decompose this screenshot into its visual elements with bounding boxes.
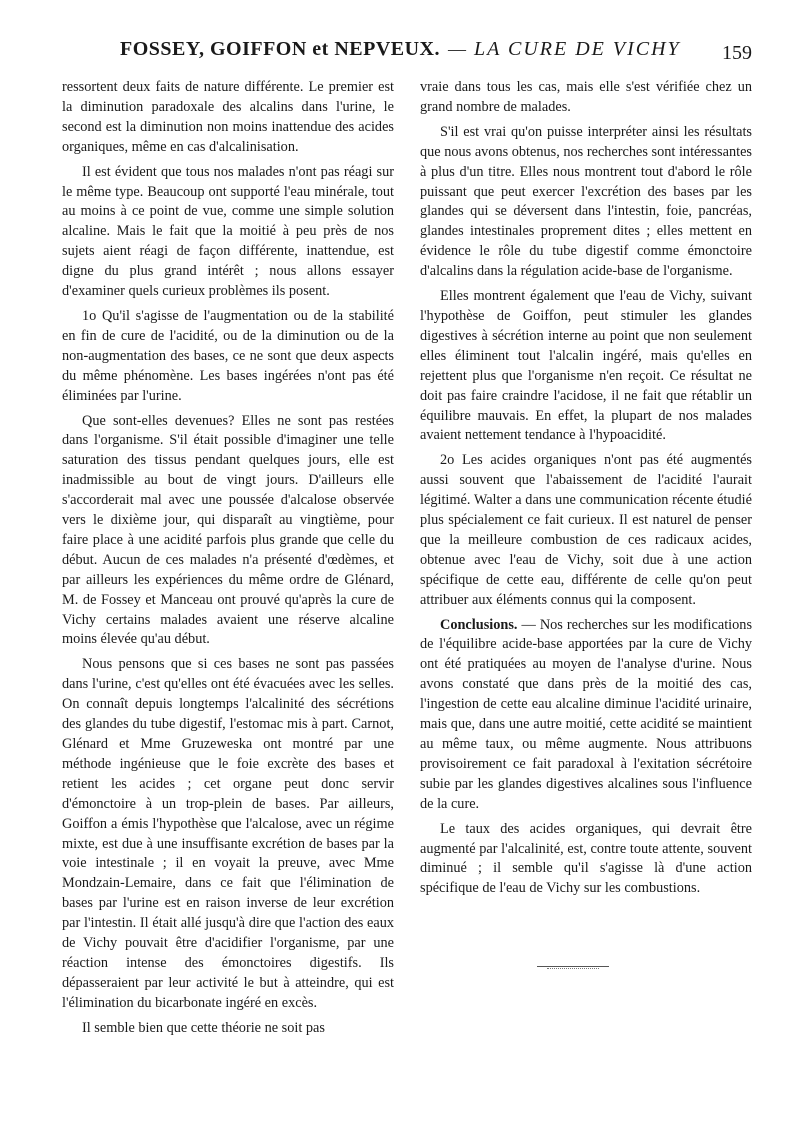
paragraph: Le taux des acides organiques, qui devrait être augmenté par l'alcalinité, est, contre toute attente, souvent diminué ; il semble qu'il s'agisse là d'une action spécifique de l'eau de Vichy sur les combustions. [420,820,752,897]
paragraph: 2o Les acides organiques n'ont pas été augmentés aussi souvent que l'abaissement de l'acidité l'aurait légitimé. Walter a dans une communication récente étudié plus spécialement ce fait curieux. Il est naturel de penser que la meilleure combustion de ces radicaux acides, obtenue avec l'eau de Vichy, soit due à une action spécifique de cette eau, différente de celle qu'on peut attribuer aux éléments connus qui la composent. [420,452,752,608]
left-column [62,78,394,1044]
conclusions-heading: Conclusions. [440,616,518,633]
conclusions-paragraph [420,616,752,815]
running-header [60,38,752,78]
header-separator: — [448,39,467,59]
paragraph: 1o Qu'il s'agisse de l'augmentation ou de la stabilité en fin de cure de l'acidité, ou de la diminution ou de la non-augmentation des bases, ce ne sont que deux aspects du même phénomène. Les bases ingérées n'ont pas été éliminées par l'urine. [62,307,394,404]
end-divider [537,966,609,967]
header-title: LA CURE DE VICHY [474,38,681,60]
conclusions-dash: — [521,616,536,633]
paragraph: Que sont-elles devenues? Elles ne sont pas restées dans l'organisme. S'il était possible d'imaginer une telle saturation des tissus pendant quelques jours, elle est inadmissible au bout de vingt jours. D'ailleurs elle s'accorderait mal avec une poussée d'alcalose observée vers le dixième jour, qui disparaît au vingtième, pour faire place à une acidité parfois plus grande que celle du début. Aucun de ces malades n'a présenté d'œdèmes, et par ailleurs les expériences du même ordre de Glénard, M. de Fossey et Manceau ont prouvé qu'après la cure de Vichy certains malades avaient une réserve alcaline moins élevée qu'au début. [62,412,394,648]
paragraph: ressortent deux faits de nature différente. Le premier est la diminution paradoxale des alcalins dans l'urine, le second est la diminution non moins inattendue des acides organiques, même en cas d'alcalinisation. [62,79,394,155]
header-authors: FOSSEY, GOIFFON et NEPVEUX. [120,38,441,60]
paragraph: Elles montrent également que l'eau de Vichy, suivant l'hypothèse de Goiffon, peut stimuler les glandes digestives à sécrétion interne au point que non seulement elles éliminent tout l'alcalin ingéré, mais qu'elles en rejettent plus que l'organisme n'en reçoit. Ce résultat ne doit pas faire craindre l'acidose, il ne fait que rétablir un équilibre mauvais. En effet, la plupart de nos malades avaient nettement tendance à l'hypoacidité. [420,288,752,444]
paragraph: Il semble bien que cette théorie ne soit pas [82,1019,325,1036]
conclusions-text: Nos recherches sur les modifications de l'équilibre acide-base apportées par la cure de Vichy ont été pratiquées au moyen de l'analyse d'urine. Nous avons constaté que dans près de la moitié des cas, l'ingestion de cette eau alcaline diminue l'acidité urinaire, mais que, dans une autre moitié, cette acidité se maintient au même taux, ou même augmente. Nous attribuons provisoirement ce fait paradoxal à l'exitation sécrétoire subie par les glandes digestives alcalines sous l'influence de la cure. [420,616,753,812]
page-number: 159 [722,42,752,64]
paragraph: vraie dans tous les cas, mais elle s'est vérifiée chez un grand nombre de malades. [420,79,752,115]
body-columns [62,78,752,1044]
right-column [420,78,752,1044]
paragraph: Il est évident que tous nos malades n'ont pas réagi sur le même type. Beaucoup ont supporté l'eau minérale, tout au moins à ce point de vue, comme une simple solution alcaline. Mais le fait que la moitié à peu près de nos sujets aient réagi de façon différente, inattendue, est digne du plus grand intérêt ; nous allons essayer d'examiner quels curieux problèmes ils posent. [62,163,394,300]
paragraph: S'il est vrai qu'on puisse interpréter ainsi les résultats que nous avons obtenus, nos recherches sont intéressantes à plus d'un titre. Elles nous montrent tout d'abord le rôle puissant que peut exercer l'excrétion des bases par les glandes qui se déversent dans l'intestin, foie, pancréas, glandes intestinales proprement dites ; elles mettent en évidence le rôle du tube digestif comme émonctoire d'alcalins dans la régulation acide-base de l'organisme. [420,123,752,280]
paragraph: Nous pensons que si ces bases ne sont pas passées dans l'urine, c'est qu'elles ont été évacuées avec les selles. On connaît depuis longtemps l'alcalinité des sécrétions des glandes du tube digestif, l'estomac mis à part. Carnot, Glénard et Mme Gruzeweska ont montré par une méthode ingénieuse que le foie excrète des bases et retient les acides ; cet organe peut donc servir d'émonctoire à un trop-plein de bases. Par ailleurs, Goiffon a émis l'hypothèse que l'alcalose, avec un régime mixte, est due à une insuffisante excrétion de bases par la voie intestinale ; il en voyait la preuve, avec Mme Mondzain-Lemaire, dans ce fait que l'élimination de bases par l'urine est en raison inverse de leur excrétion par l'intestin. Il était allé jusqu'à dire que l'action des eaux de Vichy pouvait être d'acidifier l'organisme, par une réaction intense des émonctoires digestifs. Ils dépasseraient par leur activité le but à atteindre, qui est l'élimination du bicarbonate ingéré en excès. [62,656,394,1011]
